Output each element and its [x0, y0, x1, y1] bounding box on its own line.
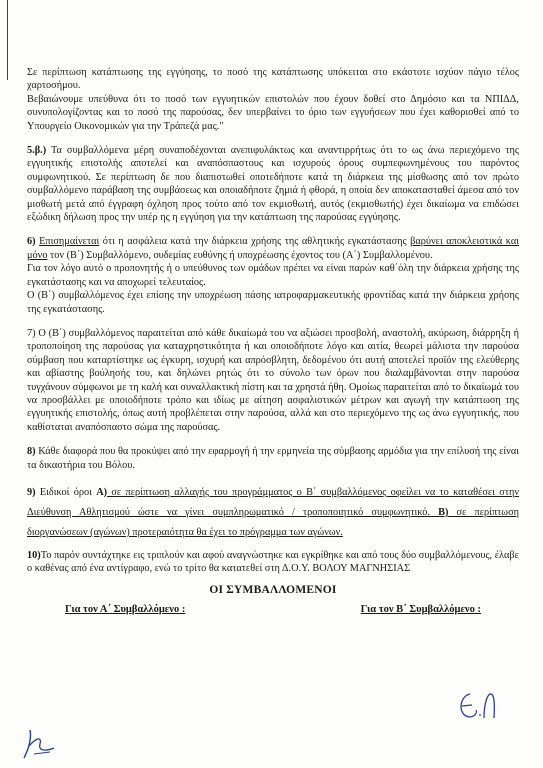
section-8 — [27, 445, 519, 472]
section-9-clause-a: σε περίπτωση αλλαγής του προγράμματος ο Β΄ συμβαλλόμενος οφείλει να το καταθέσει στην Διεύθυνση Αθλητισμού ώστε να γίνει συμπληρωματικό / τροποποιητικό συμφωνητικό. — [27, 486, 520, 518]
section-8-number: 8) — [27, 446, 36, 458]
margin-rule — [7, 0, 8, 80]
section-10-text: Το παρόν συντάχτηκε εις τριπλούν και αφού αναγνώστηκε και εγκρίθηκε και από τους δύο συμβαλλόμενους, έλαβε ο καθένας από ένα αντίγραφο, ενώ το τρίτο θα κατατεθεί στη Δ.Ο.Υ. ΒΟΛΟΥ ΜΑΓΝΗΣΙΑΣ — [27, 549, 519, 575]
handwritten-initials-icon — [456, 688, 500, 724]
paragraph-intro-1: Σε περίπτωση κατάπτωσης της εγγύησης, το ποσό της κατάπτωσης υπόκειται στο εκάστοτε ισχύον πάγιο τέλος χαρτοσήμου. — [27, 67, 519, 92]
section-6-underline-2: βαρύνει αποκλειστικά και μόνο — [27, 236, 519, 261]
section-9-number: 9) — [27, 486, 36, 498]
section-9-label-a: Α) — [96, 486, 108, 498]
section-6-paragraph-3: Ο (Β΄) συμβαλλόμενος έχει επίσης την υποχρέωση πάσης ιατροφαρμακευτικής φροντίδας κατά την διάρκεια χρήσης της εγκατάστασης. — [27, 290, 519, 315]
section-10-number: 10) — [27, 549, 41, 561]
signature-label-party-b: Για τον Β΄ Συμβαλλόμενο : — [360, 604, 481, 616]
section-5b — [27, 144, 519, 224]
document-body — [27, 66, 519, 617]
section-9 — [27, 483, 519, 543]
section-6-text-1: ότι η ασφάλεια κατά την διάρκεια χρήσης της αθλητικής εγκατάστασης — [99, 236, 411, 248]
signatories-heading: ΟΙ ΣΥΜΒΑΛΛΟΜΕΝΟΙ — [209, 583, 337, 596]
section-7: 7) Ο (Β΄) συμβαλλόμενος παραιτείται από κάθε δικαίωμά του να αξιώσει προσβολή, αναστολή, ακύρωση, διάρρηξη ή τροποποίηση της παρούσας για καταχρηστικότητα ή και οποιοδήποτε λόγο και αιτία, θεωρεί μάλιστα την παρούσα σύμβαση που καταρτίστηκε ως έγκυρη, ισχυρή και απρόσβλητη, δεδομένου ότι αυτή αποτελεί προϊόν της ελεύθερης και αβίαστης βούλησής του, και δηλώνει ρητώς ότι το σύνολο των όρων που διαλαμβάνονται στην παρούσα τυγχάνουν σύμφωνοι με τη καλή και συναλλακτική πίστη και τα χρηστά ήθη. Ομοίως παραιτείται από το δικαίωμά του να προσβάλλει με οποιοδήποτε τρόπο και ιδίως με αίτηση ασφαλιστικών μέτρων και αγωγή την κατάπτωση της εγγυητικής επιστολής, όπως αυτή προβλέπεται στην παρούσα, αλλά και στο περιεχόμενο της ως άνω εγγυητικής, που καθίσταται αναπόσπαστο σώμα της παρούσας. — [27, 327, 519, 433]
section-6-paragraph-2: Για τον λόγο αυτό ο προπονητής ή ο υπεύθυνος των ομάδων πρέπει να είναι παρών καθ΄όλη την διάρκεια χρήσης της εγκατάστασης και να αποχωρεί τελευταίος. — [27, 263, 519, 288]
section-6-underline-1: Επισημαίνεται — [39, 236, 100, 248]
signature-labels — [27, 603, 519, 616]
section-8-text: Κάθε διαφορά που θα προκύψει από την εφαρμογή ή την ερμηνεία της σύμβασης αρμόδια για την επίλυσή της είναι τα δικαστήρια του Βόλου. — [27, 446, 519, 471]
section-6-text-2: τον (Β΄) Συμβαλλόμενο, ουδεμίας ευθύνης ή υποχρέωσης έχοντος του (Α΄) Συμβαλλομένου. — [47, 249, 433, 261]
handwritten-signature-icon — [20, 726, 60, 762]
section-5b-number: 5.β.) — [27, 145, 47, 157]
section-9-label-b: Β) — [429, 506, 449, 518]
section-9-text: Ειδικοί όροι — [35, 486, 97, 498]
signature-label-party-a: Για τον Α΄ Συμβαλλόμενο : — [65, 604, 186, 616]
section-5b-text: Τα συμβαλλόμενα μέρη συναποδέχονται ανεπιφυλάκτως και αναντιρρήτως ότι το ως άνω περιεχόμενο της εγγυητικής επιστολής αποτελεί και αναπόσπαστους και ισχυρούς όρους συμπεφωνημένους του παρόντος συμφωνητικού. Σε περίπτωση δε που διαπιστωθεί οποτεδήποτε κατά τη διάρκεια της μίσθωσης από τον πρώτο συμβαλλόμενο παράβαση της συμβάσεως και οποιαδήποτε ζημιά ή φθορά, η οποία δεν αποκατασταθεί άμεσα από τον μισθωτή μετά από έγγραφη όχληση προς τούτο από τον εκμισθωτή, αυτός (εκμισθωτής) έχει δικαίωμα να επιδώσει εξώδικη δήλωση προς την υπέρ ης η εγγύηση για την κατάπτωση της παρούσας εγγύησης. — [27, 145, 519, 224]
section-6 — [27, 235, 519, 262]
paragraph-intro-2: Βεβαιώνουμε υπεύθυνα ότι το ποσό των εγγυητικών επιστολών που έχουν δοθεί στο Δημόσιο και τα ΝΠΙΔΔ, συνυπολογίζοντας και το ποσό της παρούσας, δεν υπερβαίνει το όριο των εγγυήσεων που έχει καθορισθεί από το Υπουργείο Οικονομικών για την Τράπεζά μας." — [27, 93, 519, 132]
section-6-number: 6) — [27, 236, 36, 248]
section-9-clause-b: σε περίπτωση διοργανώσεων (αγώνων) προτεραιότητα θα έχει το πρόγραμμα των αγώνων. — [27, 506, 520, 538]
section-10 — [27, 549, 519, 576]
